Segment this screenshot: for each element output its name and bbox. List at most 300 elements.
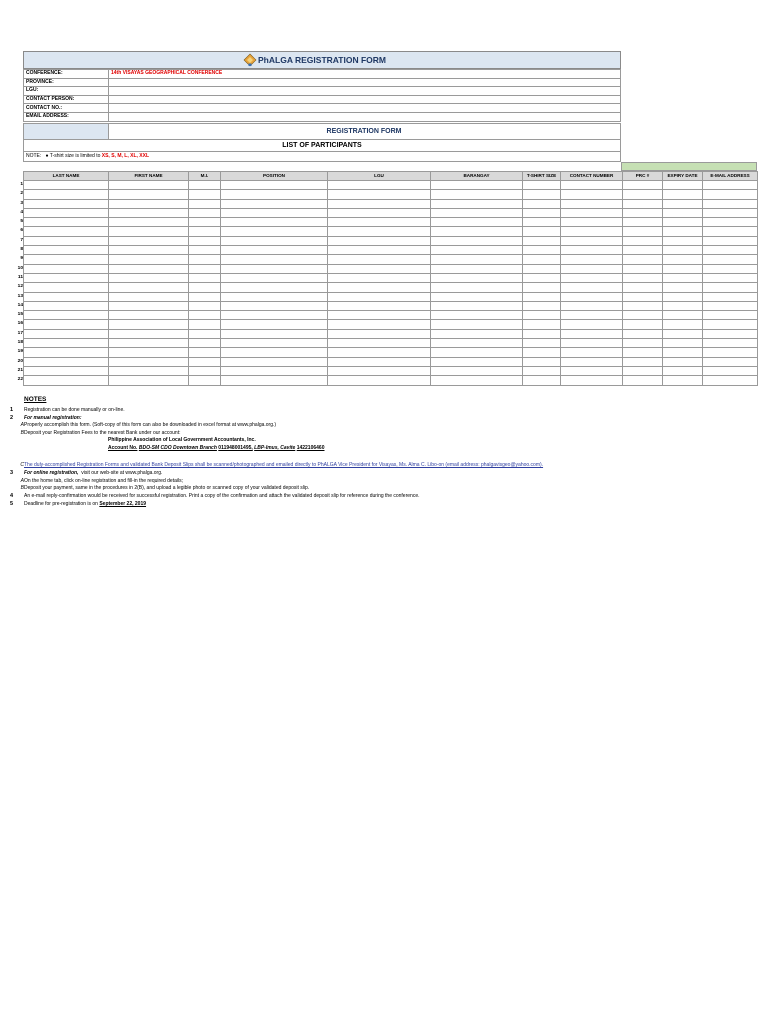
participant-cell[interactable] — [431, 236, 523, 245]
participant-cell[interactable] — [431, 199, 523, 208]
participant-cell[interactable] — [24, 199, 109, 208]
row-number: 2 — [20, 191, 23, 197]
participant-cell[interactable] — [221, 208, 328, 217]
participant-cell[interactable] — [663, 264, 703, 273]
participant-cell[interactable] — [703, 339, 758, 348]
participant-cell[interactable] — [221, 357, 328, 366]
lgu-value[interactable] — [109, 87, 621, 96]
participant-cell[interactable] — [523, 283, 561, 292]
participant-cell[interactable] — [24, 320, 109, 329]
participant-cell[interactable] — [561, 273, 623, 282]
participant-cell[interactable] — [109, 255, 189, 264]
note-letter: B — [20, 429, 24, 436]
participant-cell[interactable] — [431, 292, 523, 301]
participant-cell[interactable] — [24, 348, 109, 357]
table-row — [24, 366, 758, 375]
participant-cell[interactable] — [663, 339, 703, 348]
participant-cell[interactable] — [663, 348, 703, 357]
participant-cell[interactable] — [561, 311, 623, 320]
note-text-link[interactable]: The duly-accomplished Registration Forms and validated Bank Deposit Slips shall be scanned/photographed and emailed directly to PhALGA Vice President for Visayas, Ms. Alma C. Libo-on (email address: phalgavisgeo@yahoo.com). — [24, 462, 544, 468]
participant-cell[interactable] — [623, 320, 663, 329]
participant-cell[interactable] — [561, 320, 623, 329]
participant-cell[interactable] — [221, 227, 328, 236]
participant-cell[interactable] — [221, 292, 328, 301]
col-lgu: LGU — [328, 172, 431, 181]
participant-cell[interactable] — [561, 357, 623, 366]
participant-cell[interactable] — [663, 218, 703, 227]
participant-cell[interactable] — [561, 190, 623, 199]
participant-cell[interactable] — [221, 311, 328, 320]
participant-cell[interactable] — [523, 255, 561, 264]
note-letter: C — [20, 462, 24, 468]
participant-cell[interactable] — [24, 283, 109, 292]
participant-cell[interactable] — [328, 190, 431, 199]
participant-cell[interactable] — [663, 246, 703, 255]
participant-cell[interactable] — [561, 218, 623, 227]
participant-cell[interactable] — [561, 366, 623, 375]
participant-cell[interactable] — [328, 273, 431, 282]
participant-cell[interactable] — [431, 273, 523, 282]
participant-cell[interactable] — [523, 181, 561, 190]
table-row — [24, 320, 758, 329]
participant-cell[interactable] — [24, 255, 109, 264]
participant-cell[interactable] — [431, 339, 523, 348]
participant-cell[interactable] — [663, 190, 703, 199]
conference-info-table — [23, 69, 621, 122]
participant-cell[interactable] — [189, 236, 221, 245]
participant-cell[interactable] — [523, 227, 561, 236]
participant-cell[interactable] — [189, 348, 221, 357]
participant-cell[interactable] — [561, 329, 623, 338]
note-text: For manual registration: — [24, 414, 82, 421]
participant-cell[interactable] — [431, 348, 523, 357]
participant-cell[interactable] — [109, 348, 189, 357]
participant-cell[interactable] — [24, 190, 109, 199]
participant-cell[interactable] — [328, 376, 431, 385]
participant-cell[interactable] — [328, 357, 431, 366]
participant-cell[interactable] — [328, 311, 431, 320]
participant-cell[interactable] — [663, 283, 703, 292]
participant-cell[interactable] — [703, 199, 758, 208]
participant-cell[interactable] — [109, 301, 189, 310]
note-letter: A — [20, 477, 24, 484]
account-label: Account No. — [108, 444, 138, 451]
participant-cell[interactable] — [109, 357, 189, 366]
participant-cell[interactable] — [189, 320, 221, 329]
province-value[interactable] — [109, 78, 621, 87]
note-text: Deadline for pre-registration is on — [24, 501, 98, 507]
participant-cell[interactable] — [221, 301, 328, 310]
table-row — [24, 190, 758, 199]
band-blue-cell — [24, 124, 109, 139]
participant-cell[interactable] — [328, 227, 431, 236]
participant-cell[interactable] — [431, 227, 523, 236]
participant-cell[interactable] — [221, 329, 328, 338]
participant-cell[interactable] — [561, 264, 623, 273]
registration-form-heading: REGISTRATION FORM — [326, 128, 402, 135]
row-number: 8 — [20, 247, 23, 253]
table-row — [24, 283, 758, 292]
participant-cell[interactable] — [623, 357, 663, 366]
note-text: For online registration, — [24, 470, 79, 476]
participant-cell[interactable] — [221, 320, 328, 329]
participant-cell[interactable] — [431, 218, 523, 227]
participant-cell[interactable] — [328, 320, 431, 329]
participant-cell[interactable] — [623, 199, 663, 208]
participant-cell[interactable] — [623, 218, 663, 227]
participant-cell[interactable] — [328, 301, 431, 310]
participant-cell[interactable] — [623, 348, 663, 357]
participant-cell[interactable] — [109, 273, 189, 282]
contact-person-value[interactable] — [109, 95, 621, 104]
participant-cell[interactable] — [109, 227, 189, 236]
participant-cell[interactable] — [109, 199, 189, 208]
participant-cell[interactable] — [24, 236, 109, 245]
participant-cell[interactable] — [189, 301, 221, 310]
participant-cell[interactable] — [623, 311, 663, 320]
participant-cell[interactable] — [523, 246, 561, 255]
participant-cell[interactable] — [189, 190, 221, 199]
participant-cell[interactable] — [561, 339, 623, 348]
participant-cell[interactable] — [431, 255, 523, 264]
participant-cell[interactable] — [703, 246, 758, 255]
participant-cell[interactable] — [189, 366, 221, 375]
bullet-icon: ● — [45, 153, 49, 159]
participant-cell[interactable] — [703, 190, 758, 199]
participant-cell[interactable] — [189, 339, 221, 348]
participant-cell[interactable] — [523, 366, 561, 375]
participant-cell[interactable] — [189, 329, 221, 338]
participant-cell[interactable] — [663, 199, 703, 208]
participant-cell[interactable] — [221, 199, 328, 208]
participant-cell[interactable] — [561, 348, 623, 357]
participant-cell[interactable] — [189, 273, 221, 282]
info-row-email — [24, 112, 621, 121]
participant-cell[interactable] — [623, 264, 663, 273]
participant-cell[interactable] — [703, 311, 758, 320]
note-prefix: NOTE: — [26, 153, 42, 159]
participant-cell[interactable] — [561, 236, 623, 245]
participant-cell[interactable] — [431, 264, 523, 273]
participant-cell[interactable] — [24, 273, 109, 282]
participant-cell[interactable] — [561, 227, 623, 236]
participant-cell[interactable] — [109, 190, 189, 199]
participant-cell[interactable] — [431, 301, 523, 310]
note-number: 4 — [10, 493, 14, 499]
participant-cell[interactable] — [431, 376, 523, 385]
participant-cell[interactable] — [328, 264, 431, 273]
participant-cell[interactable] — [623, 283, 663, 292]
participant-cell[interactable] — [431, 181, 523, 190]
table-row — [24, 199, 758, 208]
participant-cell[interactable] — [221, 366, 328, 375]
col-contact-number: CONTACT NUMBER — [561, 172, 623, 181]
participant-cell[interactable] — [663, 311, 703, 320]
participant-cell[interactable] — [109, 218, 189, 227]
participant-cell[interactable] — [24, 366, 109, 375]
participant-cell[interactable] — [328, 283, 431, 292]
participant-cell[interactable] — [523, 357, 561, 366]
participant-cell[interactable] — [328, 339, 431, 348]
note-number: 1 — [10, 407, 14, 413]
participant-cell[interactable] — [663, 181, 703, 190]
participant-cell[interactable] — [109, 366, 189, 375]
participant-cell[interactable] — [703, 273, 758, 282]
email-value[interactable] — [109, 112, 621, 121]
participant-cell[interactable] — [431, 311, 523, 320]
participant-cell[interactable] — [189, 227, 221, 236]
form-title-bar — [23, 51, 621, 69]
note-text: Deposit your Registration Fees to the nearest Bank under our account: — [24, 429, 181, 436]
participant-cell[interactable] — [221, 236, 328, 245]
participant-cell[interactable] — [523, 301, 561, 310]
participant-cell[interactable] — [109, 208, 189, 217]
participant-cell[interactable] — [561, 292, 623, 301]
notes-title: NOTES — [24, 396, 47, 403]
participant-cell[interactable] — [24, 339, 109, 348]
participant-cell[interactable] — [663, 329, 703, 338]
participant-cell[interactable] — [189, 357, 221, 366]
participant-cell[interactable] — [109, 283, 189, 292]
participant-cell[interactable] — [703, 236, 758, 245]
participant-cell[interactable] — [24, 311, 109, 320]
row-numbers — [13, 180, 23, 385]
col-prc: PRC # — [623, 172, 663, 181]
participant-cell[interactable] — [623, 292, 663, 301]
table-row — [24, 376, 758, 385]
participant-cell[interactable] — [109, 311, 189, 320]
participant-cell[interactable] — [109, 292, 189, 301]
participant-cell[interactable] — [189, 311, 221, 320]
participant-cell[interactable] — [523, 264, 561, 273]
participant-cell[interactable] — [24, 301, 109, 310]
note-2c — [10, 462, 543, 469]
participant-cell[interactable] — [221, 376, 328, 385]
participant-cell[interactable] — [221, 246, 328, 255]
participant-cell[interactable] — [24, 357, 109, 366]
participant-cell[interactable] — [663, 255, 703, 264]
participant-cell[interactable] — [663, 301, 703, 310]
participant-cell[interactable] — [189, 199, 221, 208]
participant-cell[interactable] — [623, 190, 663, 199]
tshirt-note — [23, 152, 621, 162]
participant-cell[interactable] — [523, 292, 561, 301]
participant-cell[interactable] — [24, 181, 109, 190]
account-bank: BDO-SM CDO Downtown Branch — [138, 444, 217, 451]
participant-cell[interactable] — [623, 366, 663, 375]
participant-cell[interactable] — [189, 218, 221, 227]
participant-cell[interactable] — [523, 376, 561, 385]
participant-cell[interactable] — [328, 208, 431, 217]
participant-cell[interactable] — [328, 218, 431, 227]
participant-cell[interactable] — [431, 190, 523, 199]
participant-cell[interactable] — [523, 190, 561, 199]
participant-cell[interactable] — [703, 376, 758, 385]
participant-cell[interactable] — [703, 218, 758, 227]
participant-cell[interactable] — [523, 218, 561, 227]
note-2b — [10, 430, 180, 437]
participant-cell[interactable] — [221, 339, 328, 348]
table-row — [24, 339, 758, 348]
participant-cell[interactable] — [663, 236, 703, 245]
note-4 — [10, 493, 420, 500]
participant-cell[interactable] — [623, 376, 663, 385]
participant-cell[interactable] — [703, 181, 758, 190]
participant-cell[interactable] — [221, 264, 328, 273]
participant-cell[interactable] — [189, 255, 221, 264]
participant-cell[interactable] — [703, 227, 758, 236]
participant-cell[interactable] — [328, 348, 431, 357]
row-number: 15 — [17, 312, 23, 318]
participant-cell[interactable] — [561, 181, 623, 190]
participant-cell[interactable] — [431, 357, 523, 366]
participant-cell[interactable] — [24, 208, 109, 217]
participant-cell[interactable] — [703, 283, 758, 292]
participant-cell[interactable] — [431, 208, 523, 217]
participant-cell[interactable] — [24, 376, 109, 385]
participant-cell[interactable] — [24, 227, 109, 236]
participant-cell[interactable] — [663, 227, 703, 236]
participant-cell[interactable] — [703, 357, 758, 366]
participant-cell[interactable] — [523, 236, 561, 245]
participant-cell[interactable] — [109, 236, 189, 245]
participant-cell[interactable] — [189, 246, 221, 255]
participant-cell[interactable] — [561, 246, 623, 255]
participant-cell[interactable] — [109, 320, 189, 329]
participant-cell[interactable] — [663, 208, 703, 217]
row-number: 20 — [17, 358, 23, 364]
conference-value[interactable]: 14th VISAYAS GEOGRAPHICAL CONFERENCE — [109, 70, 621, 79]
participant-cell[interactable] — [109, 339, 189, 348]
participant-cell[interactable] — [221, 218, 328, 227]
green-header-cell — [621, 162, 757, 171]
participant-cell[interactable] — [431, 320, 523, 329]
participant-cell[interactable] — [221, 348, 328, 357]
bank-name: Philippine Association of Local Government Accountants, Inc. — [108, 437, 256, 443]
participant-cell[interactable] — [221, 181, 328, 190]
participant-cell[interactable] — [328, 181, 431, 190]
participant-cell[interactable] — [189, 208, 221, 217]
participant-cell[interactable] — [703, 366, 758, 375]
participant-cell[interactable] — [24, 246, 109, 255]
participant-cell[interactable] — [24, 329, 109, 338]
participant-cell[interactable] — [523, 208, 561, 217]
participant-cell[interactable] — [663, 292, 703, 301]
participant-cell[interactable] — [703, 320, 758, 329]
participant-cell[interactable] — [24, 292, 109, 301]
form-title: PhALGA REGISTRATION FORM — [258, 55, 386, 65]
participant-cell[interactable] — [431, 246, 523, 255]
participant-cell[interactable] — [703, 208, 758, 217]
participant-cell[interactable] — [221, 283, 328, 292]
participant-cell[interactable] — [663, 376, 703, 385]
participant-cell[interactable] — [328, 255, 431, 264]
participant-cell[interactable] — [623, 236, 663, 245]
participant-cell[interactable] — [189, 283, 221, 292]
participant-cell[interactable] — [431, 283, 523, 292]
participant-cell[interactable] — [109, 246, 189, 255]
participant-cell[interactable] — [189, 376, 221, 385]
participant-cell[interactable] — [328, 366, 431, 375]
participant-cell[interactable] — [523, 329, 561, 338]
participant-cell[interactable] — [328, 329, 431, 338]
participant-cell[interactable] — [109, 376, 189, 385]
note-2 — [10, 415, 82, 422]
participant-cell[interactable] — [623, 339, 663, 348]
participant-cell[interactable] — [623, 255, 663, 264]
participant-cell[interactable] — [703, 264, 758, 273]
info-label: PROVINCE: — [24, 78, 109, 87]
participant-cell[interactable] — [623, 273, 663, 282]
participant-cell[interactable] — [561, 208, 623, 217]
participant-cell[interactable] — [703, 255, 758, 264]
table-row — [24, 357, 758, 366]
participant-cell[interactable] — [561, 376, 623, 385]
participant-cell[interactable] — [328, 199, 431, 208]
participant-cell[interactable] — [24, 218, 109, 227]
participant-cell[interactable] — [109, 329, 189, 338]
table-row — [24, 329, 758, 338]
participant-cell[interactable] — [561, 301, 623, 310]
participant-cell[interactable] — [663, 366, 703, 375]
participant-cell[interactable] — [221, 273, 328, 282]
participant-cell[interactable] — [523, 339, 561, 348]
participant-cell[interactable] — [523, 348, 561, 357]
contact-no-value[interactable] — [109, 104, 621, 113]
participant-cell[interactable] — [703, 348, 758, 357]
participant-cell[interactable] — [523, 311, 561, 320]
participant-cell[interactable] — [703, 292, 758, 301]
participant-cell[interactable] — [328, 246, 431, 255]
table-row — [24, 181, 758, 190]
participants-header-row — [24, 172, 758, 181]
registration-form-band — [23, 123, 621, 140]
note-5 — [10, 501, 146, 508]
participant-cell[interactable] — [523, 320, 561, 329]
participant-cell[interactable] — [328, 292, 431, 301]
participant-cell[interactable] — [623, 246, 663, 255]
participant-cell[interactable] — [703, 301, 758, 310]
participant-cell[interactable] — [523, 273, 561, 282]
participant-cell[interactable] — [24, 264, 109, 273]
participant-cell[interactable] — [109, 264, 189, 273]
row-number: 16 — [17, 321, 23, 327]
participant-cell[interactable] — [189, 292, 221, 301]
participant-cell[interactable] — [703, 329, 758, 338]
participant-cell[interactable] — [109, 181, 189, 190]
participant-cell[interactable] — [431, 329, 523, 338]
participant-cell[interactable] — [623, 181, 663, 190]
participant-cell[interactable] — [561, 199, 623, 208]
participant-cell[interactable] — [623, 301, 663, 310]
participant-cell[interactable] — [189, 181, 221, 190]
note-3 — [10, 470, 162, 477]
participant-cell[interactable] — [623, 208, 663, 217]
participant-cell[interactable] — [523, 199, 561, 208]
participant-cell[interactable] — [221, 255, 328, 264]
participant-cell[interactable] — [623, 227, 663, 236]
participant-cell[interactable] — [663, 357, 703, 366]
participant-cell[interactable] — [561, 255, 623, 264]
participant-cell[interactable] — [431, 366, 523, 375]
participant-cell[interactable] — [623, 329, 663, 338]
participant-cell[interactable] — [221, 190, 328, 199]
participant-cell[interactable] — [561, 283, 623, 292]
participant-cell[interactable] — [328, 236, 431, 245]
participant-cell[interactable] — [663, 320, 703, 329]
participant-cell[interactable] — [189, 264, 221, 273]
participant-cell[interactable] — [663, 273, 703, 282]
